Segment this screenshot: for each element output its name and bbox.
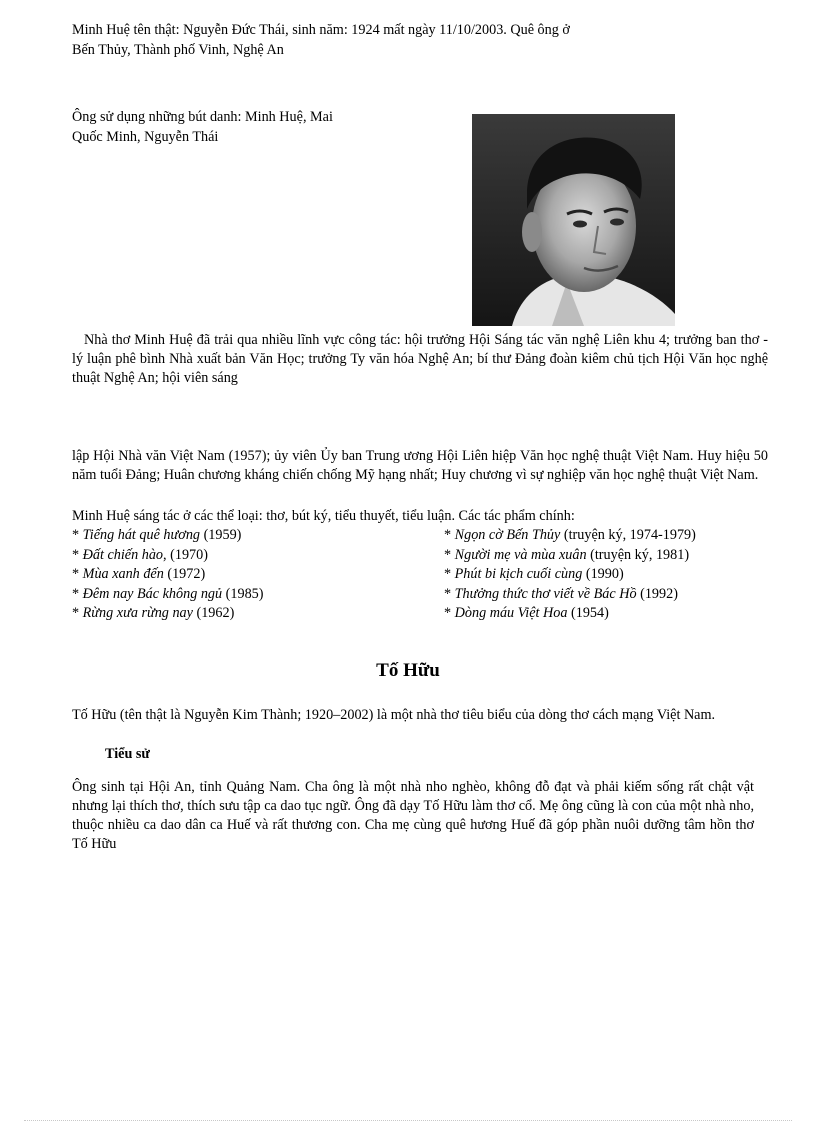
work-title: Rừng xưa rừng nay [82,605,193,621]
pen-names-line-1: Ông sử dụng những bút danh: Minh Huệ, Mai [72,109,333,125]
intro-line-1: Minh Huệ tên thật: Nguyễn Đức Thái, sinh năm: 1924 mất ngày 11/10/2003. Quê ông ở [72,22,570,38]
bullet: * [72,605,83,621]
work-note: (1972) [163,566,206,582]
work-note: (1959) [200,527,242,543]
work-note: , (1970) [163,546,208,563]
bullet: * [72,566,83,582]
genres-line: Minh Huệ sáng tác ở các thể loại: thơ, bút ký, tiểu thuyết, tiểu luận. Các tác phẩm chính: [72,508,575,524]
work-title: Người mẹ và mùa xuân [454,546,587,563]
work-item [72,526,264,546]
work-note: (truyện ký, 1974-1979) [560,527,696,543]
bullet: * [72,527,83,543]
work-note: (1992) [636,585,678,602]
portrait-photo-drawing [472,114,675,326]
bullet: * [72,546,83,563]
work-item [444,565,696,585]
pen-names-line-2: Quốc Minh, Nguyễn Thái [72,129,219,145]
work-title: Ngọn cờ Bến Thủy [454,527,561,543]
work-title: Đất chiến hào [82,546,164,563]
work-title: Tiếng hát quê hương [82,527,201,543]
to-huu-bio: Ông sinh tại Hội An, tỉnh Quảng Nam. Cha ông là một nhà nho nghèo, không đỗ đạt và phải kiếm sống rất chật vật nhưng lại thích thơ, thích sưu tập ca dao tục ngữ. Ông đã dạy Tố Hữu làm thơ cổ. Mẹ ông cũng là con của một nhà nho, thuộc nhiều ca dao dân ca Huế và rất thương con. Cha mẹ cùng quê hương Huế đã góp phần nuôi dưỡng tâm hồn thơ Tố Hữu [72,779,754,852]
work-item [444,604,696,624]
career-paragraph-1: Nhà thơ Minh Huệ đã trải qua nhiều lĩnh vực công tác: hội trưởng Hội Sáng tác văn nghệ Liên khu 4; trưởng ban thơ - lý luận phê bình Nhà xuất bản Văn Học; trưởng Ty văn hóa Nghệ An; bí thư Đảng đoàn kiêm chủ tịch Hội Văn học nghệ thuật Nghệ An; hội viên sáng [72,332,768,386]
to-huu-intro: Tố Hữu (tên thật là Nguyễn Kim Thành; 1920–2002) là một nhà thơ tiêu biểu của dòng thơ cách mạng Việt Nam. [72,707,716,723]
bullet: * [444,605,455,621]
work-note: (1990) [582,566,624,582]
work-title: Thưởng thức thơ viết về Bác Hồ [454,585,637,602]
bio-heading: Tiểu sử [105,746,150,762]
work-item [72,585,264,605]
works-column-right [444,526,696,624]
portrait-photo [472,114,675,326]
work-note: (truyện ký, 1981) [586,546,690,563]
intro-line-2: Bến Thủy, Thành phố Vinh, Nghệ An [72,42,284,58]
bullet: * [72,585,83,602]
page-bottom-rule [24,1120,792,1121]
work-item [444,585,696,605]
work-title: Đêm nay Bác không ngủ [82,585,223,602]
bullet: * [444,585,455,602]
work-title: Dòng máu Việt Hoa [454,605,568,621]
work-item [444,546,696,566]
work-item [72,604,264,624]
work-title: Mùa xanh đến [82,566,164,582]
work-note: (1954) [567,605,609,621]
bullet: * [444,527,455,543]
work-item [444,526,696,546]
works-column-left [72,526,264,624]
work-item [72,546,264,566]
work-note: (1985) [222,585,264,602]
bullet: * [444,566,455,582]
work-item [72,565,264,585]
work-title: Phút bi kịch cuối cùng [454,566,583,582]
career-paragraph-2: lập Hội Nhà văn Việt Nam (1957); ủy viên Ủy ban Trung ương Hội Liên hiệp Văn học nghệ thuật Việt Nam. Huy hiệu 50 năm tuổi Đảng; Huân chương kháng chiến chống Mỹ hạng nhất; Huy chương vì sự nghiệp văn học nghệ thuật Việt Nam. [72,448,768,483]
section-heading-to-huu: Tố Hữu [376,660,440,681]
work-note: (1962) [192,605,235,621]
bullet: * [444,546,455,563]
